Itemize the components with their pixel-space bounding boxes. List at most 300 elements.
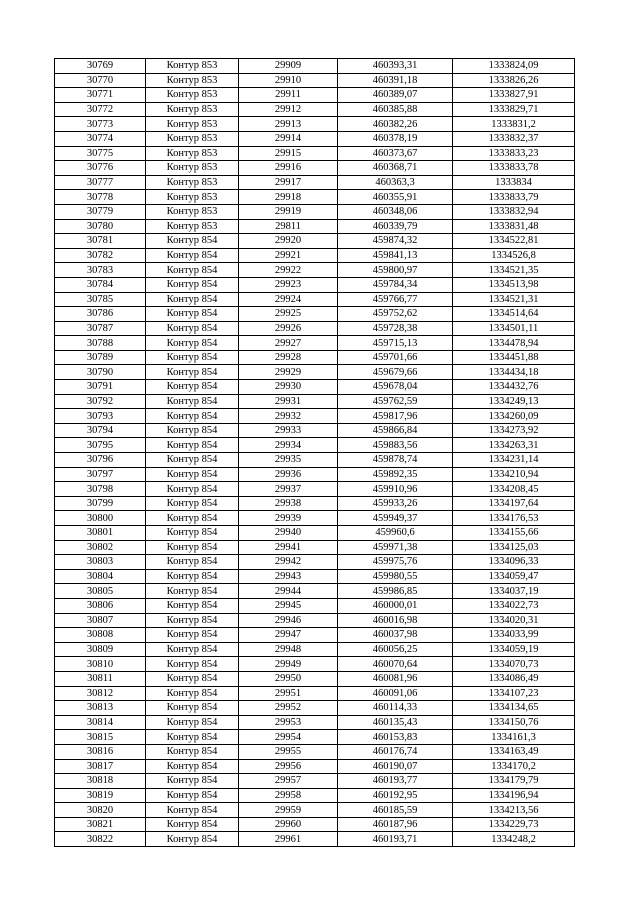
point-id-cell: 29917 (239, 175, 338, 190)
contour-cell: Контур 854 (146, 321, 239, 336)
row-number-cell: 30783 (55, 263, 146, 278)
table-row (55, 496, 575, 511)
contour-cell: Контур 854 (146, 832, 239, 847)
table-row (55, 526, 575, 541)
contour-cell: Контур 854 (146, 496, 239, 511)
contour-cell: Контур 854 (146, 438, 239, 453)
point-id-cell: 29927 (239, 336, 338, 351)
table-row (55, 59, 575, 74)
table-row (55, 423, 575, 438)
row-number-cell: 30788 (55, 336, 146, 351)
row-number-cell: 30802 (55, 540, 146, 555)
table-row (55, 803, 575, 818)
x-coordinate-cell: 459971,38 (338, 540, 453, 555)
contour-cell: Контур 854 (146, 803, 239, 818)
y-coordinate-cell: 1333827,91 (453, 88, 575, 103)
row-number-cell: 30772 (55, 102, 146, 117)
y-coordinate-cell: 1334478,94 (453, 336, 575, 351)
table-row (55, 248, 575, 263)
row-number-cell: 30770 (55, 73, 146, 88)
x-coordinate-cell: 460193,71 (338, 832, 453, 847)
contour-cell: Контур 854 (146, 613, 239, 628)
point-id-cell: 29933 (239, 423, 338, 438)
x-coordinate-cell: 459701,66 (338, 350, 453, 365)
row-number-cell: 30781 (55, 234, 146, 249)
row-number-cell: 30791 (55, 380, 146, 395)
x-coordinate-cell: 460114,33 (338, 701, 453, 716)
x-coordinate-cell: 459975,76 (338, 555, 453, 570)
row-number-cell: 30822 (55, 832, 146, 847)
table-row (55, 365, 575, 380)
row-number-cell: 30785 (55, 292, 146, 307)
table-row (55, 307, 575, 322)
x-coordinate-cell: 459878,74 (338, 453, 453, 468)
x-coordinate-cell: 460016,98 (338, 613, 453, 628)
table-row (55, 540, 575, 555)
row-number-cell: 30784 (55, 277, 146, 292)
point-id-cell: 29918 (239, 190, 338, 205)
point-id-cell: 29961 (239, 832, 338, 847)
y-coordinate-cell: 1334263,31 (453, 438, 575, 453)
row-number-cell: 30807 (55, 613, 146, 628)
x-coordinate-cell: 459883,56 (338, 438, 453, 453)
y-coordinate-cell: 1334155,66 (453, 526, 575, 541)
x-coordinate-cell: 460000,01 (338, 598, 453, 613)
row-number-cell: 30820 (55, 803, 146, 818)
y-coordinate-cell: 1333829,71 (453, 102, 575, 117)
y-coordinate-cell: 1334196,94 (453, 788, 575, 803)
y-coordinate-cell: 1333832,37 (453, 131, 575, 146)
contour-cell: Контур 853 (146, 146, 239, 161)
row-number-cell: 30800 (55, 511, 146, 526)
row-number-cell: 30806 (55, 598, 146, 613)
contour-cell: Контур 854 (146, 248, 239, 263)
x-coordinate-cell: 459892,35 (338, 467, 453, 482)
point-id-cell: 29912 (239, 102, 338, 117)
x-coordinate-cell: 459933,26 (338, 496, 453, 511)
table-row (55, 438, 575, 453)
x-coordinate-cell: 460378,19 (338, 131, 453, 146)
point-id-cell: 29948 (239, 642, 338, 657)
point-id-cell: 29940 (239, 526, 338, 541)
table-row (55, 671, 575, 686)
point-id-cell: 29920 (239, 234, 338, 249)
point-id-cell: 29932 (239, 409, 338, 424)
contour-cell: Контур 854 (146, 307, 239, 322)
table-row (55, 569, 575, 584)
row-number-cell: 30787 (55, 321, 146, 336)
point-id-cell: 29928 (239, 350, 338, 365)
x-coordinate-cell: 460389,07 (338, 88, 453, 103)
y-coordinate-cell: 1334059,19 (453, 642, 575, 657)
contour-cell: Контур 853 (146, 73, 239, 88)
x-coordinate-cell: 459762,59 (338, 394, 453, 409)
row-number-cell: 30797 (55, 467, 146, 482)
contour-cell: Контур 853 (146, 131, 239, 146)
x-coordinate-cell: 460056,25 (338, 642, 453, 657)
contour-cell: Контур 854 (146, 759, 239, 774)
table-row (55, 511, 575, 526)
table-row (55, 321, 575, 336)
contour-cell: Контур 854 (146, 686, 239, 701)
row-number-cell: 30777 (55, 175, 146, 190)
row-number-cell: 30811 (55, 671, 146, 686)
table-row (55, 292, 575, 307)
point-id-cell: 29939 (239, 511, 338, 526)
contour-cell: Контур 854 (146, 409, 239, 424)
row-number-cell: 30821 (55, 817, 146, 832)
y-coordinate-cell: 1334033,99 (453, 628, 575, 643)
table-row (55, 788, 575, 803)
x-coordinate-cell: 460368,71 (338, 161, 453, 176)
y-coordinate-cell: 1333833,78 (453, 161, 575, 176)
table-row (55, 263, 575, 278)
contour-cell: Контур 854 (146, 380, 239, 395)
contour-cell: Контур 854 (146, 453, 239, 468)
contour-cell: Контур 853 (146, 102, 239, 117)
point-id-cell: 29950 (239, 671, 338, 686)
y-coordinate-cell: 1334125,03 (453, 540, 575, 555)
contour-cell: Контур 854 (146, 715, 239, 730)
y-coordinate-cell: 1334020,31 (453, 613, 575, 628)
table-row (55, 131, 575, 146)
x-coordinate-cell: 460363,3 (338, 175, 453, 190)
table-row (55, 117, 575, 132)
table-row (55, 146, 575, 161)
table-row (55, 628, 575, 643)
contour-cell: Контур 853 (146, 190, 239, 205)
row-number-cell: 30794 (55, 423, 146, 438)
x-coordinate-cell: 460081,96 (338, 671, 453, 686)
y-coordinate-cell: 1334096,33 (453, 555, 575, 570)
x-coordinate-cell: 460348,06 (338, 204, 453, 219)
contour-cell: Контур 854 (146, 817, 239, 832)
y-coordinate-cell: 1333826,26 (453, 73, 575, 88)
coordinates-table (54, 58, 575, 847)
x-coordinate-cell: 459752,62 (338, 307, 453, 322)
table-row (55, 774, 575, 789)
point-id-cell: 29943 (239, 569, 338, 584)
point-id-cell: 29911 (239, 88, 338, 103)
row-number-cell: 30798 (55, 482, 146, 497)
x-coordinate-cell: 460176,74 (338, 744, 453, 759)
y-coordinate-cell: 1334526,8 (453, 248, 575, 263)
y-coordinate-cell: 1334208,45 (453, 482, 575, 497)
y-coordinate-cell: 1334513,98 (453, 277, 575, 292)
x-coordinate-cell: 460382,26 (338, 117, 453, 132)
point-id-cell: 29949 (239, 657, 338, 672)
x-coordinate-cell: 459910,96 (338, 482, 453, 497)
y-coordinate-cell: 1334070,73 (453, 657, 575, 672)
point-id-cell: 29947 (239, 628, 338, 643)
row-number-cell: 30769 (55, 59, 146, 74)
x-coordinate-cell: 459766,77 (338, 292, 453, 307)
table-row (55, 744, 575, 759)
x-coordinate-cell: 460153,83 (338, 730, 453, 745)
point-id-cell: 29924 (239, 292, 338, 307)
x-coordinate-cell: 459728,38 (338, 321, 453, 336)
y-coordinate-cell: 1334134,65 (453, 701, 575, 716)
contour-cell: Контур 854 (146, 511, 239, 526)
row-number-cell: 30817 (55, 759, 146, 774)
row-number-cell: 30779 (55, 204, 146, 219)
contour-cell: Контур 854 (146, 628, 239, 643)
point-id-cell: 29931 (239, 394, 338, 409)
table-row (55, 730, 575, 745)
contour-cell: Контур 854 (146, 263, 239, 278)
y-coordinate-cell: 1334273,92 (453, 423, 575, 438)
y-coordinate-cell: 1334521,31 (453, 292, 575, 307)
x-coordinate-cell: 459841,13 (338, 248, 453, 263)
x-coordinate-cell: 459866,84 (338, 423, 453, 438)
x-coordinate-cell: 460135,43 (338, 715, 453, 730)
row-number-cell: 30771 (55, 88, 146, 103)
y-coordinate-cell: 1333834 (453, 175, 575, 190)
contour-cell: Контур 854 (146, 482, 239, 497)
table-row (55, 234, 575, 249)
point-id-cell: 29916 (239, 161, 338, 176)
x-coordinate-cell: 460355,91 (338, 190, 453, 205)
contour-cell: Контур 853 (146, 175, 239, 190)
point-id-cell: 29923 (239, 277, 338, 292)
y-coordinate-cell: 1333833,23 (453, 146, 575, 161)
point-id-cell: 29910 (239, 73, 338, 88)
point-id-cell: 29936 (239, 467, 338, 482)
contour-cell: Контур 853 (146, 88, 239, 103)
row-number-cell: 30803 (55, 555, 146, 570)
point-id-cell: 29930 (239, 380, 338, 395)
point-id-cell: 29944 (239, 584, 338, 599)
table-row (55, 336, 575, 351)
y-coordinate-cell: 1334434,18 (453, 365, 575, 380)
x-coordinate-cell: 460187,96 (338, 817, 453, 832)
x-coordinate-cell: 459960,6 (338, 526, 453, 541)
table-row (55, 190, 575, 205)
row-number-cell: 30799 (55, 496, 146, 511)
x-coordinate-cell: 460192,95 (338, 788, 453, 803)
table-row (55, 88, 575, 103)
x-coordinate-cell: 459949,37 (338, 511, 453, 526)
y-coordinate-cell: 1334501,11 (453, 321, 575, 336)
row-number-cell: 30813 (55, 701, 146, 716)
y-coordinate-cell: 1334451,88 (453, 350, 575, 365)
table-row (55, 715, 575, 730)
y-coordinate-cell: 1333832,94 (453, 204, 575, 219)
y-coordinate-cell: 1334179,79 (453, 774, 575, 789)
point-id-cell: 29953 (239, 715, 338, 730)
table-row (55, 102, 575, 117)
contour-cell: Контур 854 (146, 423, 239, 438)
row-number-cell: 30778 (55, 190, 146, 205)
row-number-cell: 30792 (55, 394, 146, 409)
point-id-cell: 29960 (239, 817, 338, 832)
contour-cell: Контур 854 (146, 526, 239, 541)
point-id-cell: 29959 (239, 803, 338, 818)
row-number-cell: 30814 (55, 715, 146, 730)
x-coordinate-cell: 460385,88 (338, 102, 453, 117)
y-coordinate-cell: 1334260,09 (453, 409, 575, 424)
table-row (55, 642, 575, 657)
table-row (55, 759, 575, 774)
point-id-cell: 29934 (239, 438, 338, 453)
x-coordinate-cell: 459784,34 (338, 277, 453, 292)
x-coordinate-cell: 460339,79 (338, 219, 453, 234)
contour-cell: Контур 854 (146, 774, 239, 789)
point-id-cell: 29915 (239, 146, 338, 161)
y-coordinate-cell: 1334176,53 (453, 511, 575, 526)
row-number-cell: 30812 (55, 686, 146, 701)
row-number-cell: 30789 (55, 350, 146, 365)
table-row (55, 613, 575, 628)
y-coordinate-cell: 1334521,35 (453, 263, 575, 278)
contour-cell: Контур 854 (146, 336, 239, 351)
y-coordinate-cell: 1334107,23 (453, 686, 575, 701)
contour-cell: Контур 854 (146, 671, 239, 686)
point-id-cell: 29935 (239, 453, 338, 468)
point-id-cell: 29952 (239, 701, 338, 716)
x-coordinate-cell: 460391,18 (338, 73, 453, 88)
contour-cell: Контур 853 (146, 219, 239, 234)
table-row (55, 73, 575, 88)
row-number-cell: 30801 (55, 526, 146, 541)
contour-cell: Контур 854 (146, 701, 239, 716)
contour-cell: Контур 854 (146, 540, 239, 555)
y-coordinate-cell: 1334522,81 (453, 234, 575, 249)
row-number-cell: 30776 (55, 161, 146, 176)
row-number-cell: 30773 (55, 117, 146, 132)
point-id-cell: 29957 (239, 774, 338, 789)
point-id-cell: 29941 (239, 540, 338, 555)
contour-cell: Контур 854 (146, 569, 239, 584)
x-coordinate-cell: 459986,85 (338, 584, 453, 599)
y-coordinate-cell: 1334150,76 (453, 715, 575, 730)
x-coordinate-cell: 459679,66 (338, 365, 453, 380)
point-id-cell: 29954 (239, 730, 338, 745)
row-number-cell: 30790 (55, 365, 146, 380)
contour-cell: Контур 853 (146, 204, 239, 219)
point-id-cell: 29811 (239, 219, 338, 234)
y-coordinate-cell: 1334432,76 (453, 380, 575, 395)
table-row (55, 277, 575, 292)
y-coordinate-cell: 1334170,2 (453, 759, 575, 774)
contour-cell: Контур 854 (146, 277, 239, 292)
y-coordinate-cell: 1334059,47 (453, 569, 575, 584)
table-row (55, 686, 575, 701)
contour-cell: Контур 854 (146, 642, 239, 657)
y-coordinate-cell: 1334037,19 (453, 584, 575, 599)
point-id-cell: 29958 (239, 788, 338, 803)
table-row (55, 584, 575, 599)
contour-cell: Контур 854 (146, 292, 239, 307)
row-number-cell: 30780 (55, 219, 146, 234)
y-coordinate-cell: 1334210,94 (453, 467, 575, 482)
contour-cell: Контур 853 (146, 161, 239, 176)
row-number-cell: 30775 (55, 146, 146, 161)
x-coordinate-cell: 460193,77 (338, 774, 453, 789)
coordinates-table-body (55, 59, 575, 847)
row-number-cell: 30795 (55, 438, 146, 453)
x-coordinate-cell: 460373,67 (338, 146, 453, 161)
point-id-cell: 29914 (239, 131, 338, 146)
y-coordinate-cell: 1334229,73 (453, 817, 575, 832)
point-id-cell: 29926 (239, 321, 338, 336)
contour-cell: Контур 854 (146, 467, 239, 482)
row-number-cell: 30819 (55, 788, 146, 803)
contour-cell: Контур 854 (146, 350, 239, 365)
row-number-cell: 30805 (55, 584, 146, 599)
y-coordinate-cell: 1334248,2 (453, 832, 575, 847)
x-coordinate-cell: 459874,32 (338, 234, 453, 249)
y-coordinate-cell: 1334514,64 (453, 307, 575, 322)
y-coordinate-cell: 1334163,49 (453, 744, 575, 759)
contour-cell: Контур 854 (146, 584, 239, 599)
row-number-cell: 30782 (55, 248, 146, 263)
contour-cell: Контур 854 (146, 657, 239, 672)
table-row (55, 701, 575, 716)
x-coordinate-cell: 459980,55 (338, 569, 453, 584)
x-coordinate-cell: 459715,13 (338, 336, 453, 351)
contour-cell: Контур 854 (146, 730, 239, 745)
row-number-cell: 30810 (55, 657, 146, 672)
point-id-cell: 29955 (239, 744, 338, 759)
row-number-cell: 30796 (55, 453, 146, 468)
y-coordinate-cell: 1334231,14 (453, 453, 575, 468)
point-id-cell: 29909 (239, 59, 338, 74)
point-id-cell: 29913 (239, 117, 338, 132)
x-coordinate-cell: 459678,04 (338, 380, 453, 395)
point-id-cell: 29946 (239, 613, 338, 628)
contour-cell: Контур 854 (146, 555, 239, 570)
point-id-cell: 29956 (239, 759, 338, 774)
contour-cell: Контур 854 (146, 788, 239, 803)
row-number-cell: 30815 (55, 730, 146, 745)
contour-cell: Контур 854 (146, 365, 239, 380)
y-coordinate-cell: 1334161,3 (453, 730, 575, 745)
table-row (55, 409, 575, 424)
y-coordinate-cell: 1333831,2 (453, 117, 575, 132)
table-row (55, 453, 575, 468)
x-coordinate-cell: 459817,96 (338, 409, 453, 424)
contour-cell: Контур 854 (146, 394, 239, 409)
point-id-cell: 29938 (239, 496, 338, 511)
point-id-cell: 29937 (239, 482, 338, 497)
table-row (55, 598, 575, 613)
y-coordinate-cell: 1333824,09 (453, 59, 575, 74)
row-number-cell: 30793 (55, 409, 146, 424)
table-row (55, 555, 575, 570)
contour-cell: Контур 854 (146, 234, 239, 249)
y-coordinate-cell: 1334213,56 (453, 803, 575, 818)
table-row (55, 161, 575, 176)
x-coordinate-cell: 460393,31 (338, 59, 453, 74)
table-row (55, 657, 575, 672)
row-number-cell: 30804 (55, 569, 146, 584)
row-number-cell: 30774 (55, 131, 146, 146)
point-id-cell: 29929 (239, 365, 338, 380)
point-id-cell: 29945 (239, 598, 338, 613)
y-coordinate-cell: 1334197,64 (453, 496, 575, 511)
x-coordinate-cell: 460091,06 (338, 686, 453, 701)
point-id-cell: 29921 (239, 248, 338, 263)
x-coordinate-cell: 460190,07 (338, 759, 453, 774)
y-coordinate-cell: 1333833,79 (453, 190, 575, 205)
row-number-cell: 30818 (55, 774, 146, 789)
row-number-cell: 30808 (55, 628, 146, 643)
x-coordinate-cell: 460070,64 (338, 657, 453, 672)
contour-cell: Контур 854 (146, 744, 239, 759)
row-number-cell: 30809 (55, 642, 146, 657)
contour-cell: Контур 853 (146, 117, 239, 132)
